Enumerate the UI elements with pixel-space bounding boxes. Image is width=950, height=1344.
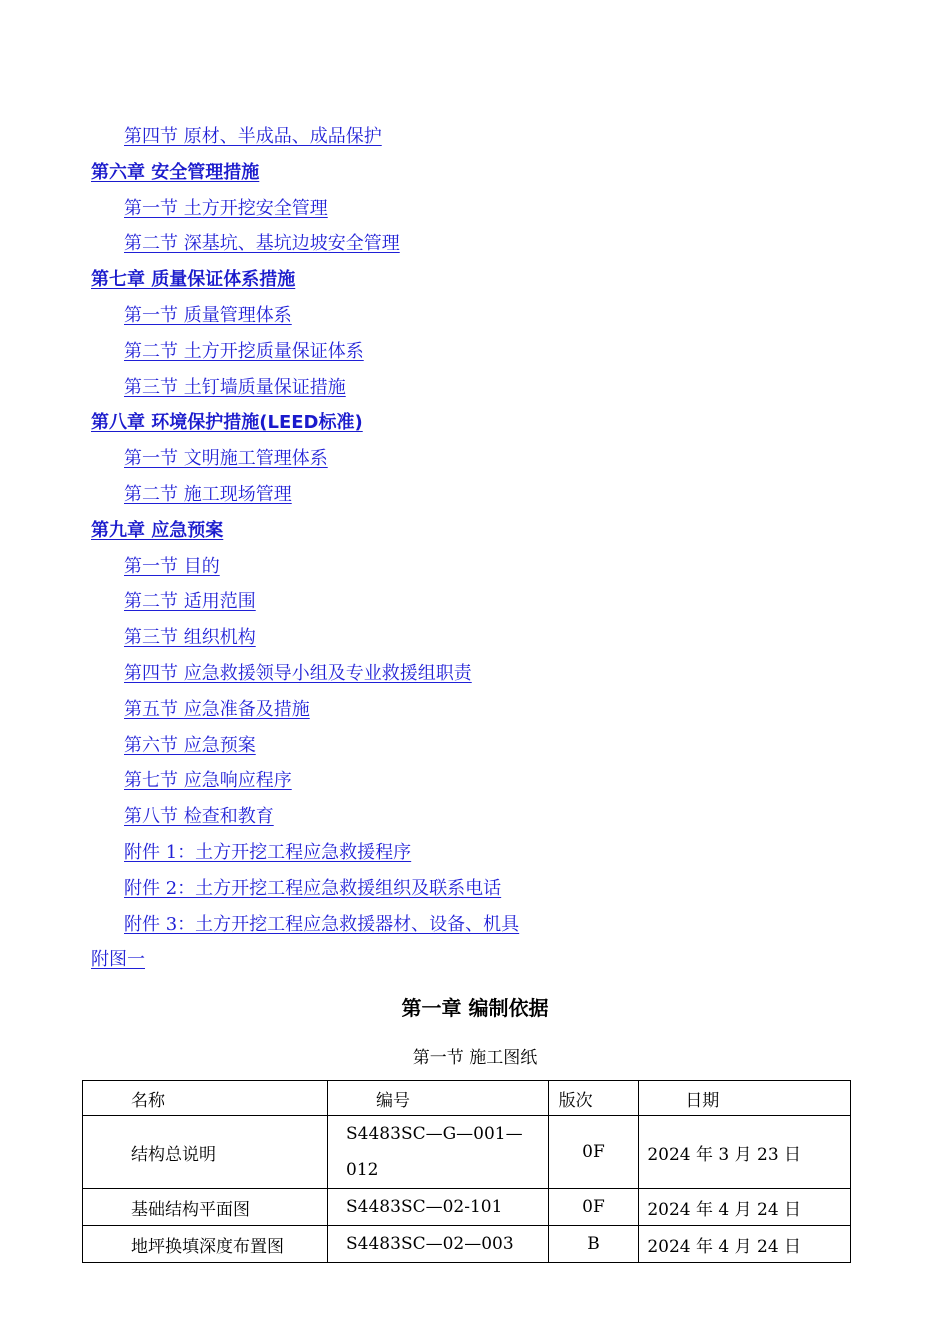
toc-entry[interactable] bbox=[0, 620, 950, 656]
toc-link[interactable]: 第六章 安全管理措施 bbox=[91, 161, 260, 183]
drawings-table bbox=[82, 1080, 851, 1263]
cell-revision: 0F bbox=[548, 1189, 639, 1226]
table-header-row bbox=[83, 1081, 851, 1116]
toc-link[interactable]: 第二节 施工现场管理 bbox=[124, 483, 292, 505]
toc-link[interactable]: 第一节 土方开挖安全管理 bbox=[124, 197, 328, 219]
table-row bbox=[83, 1116, 851, 1189]
toc-link[interactable]: 第七章 质量保证体系措施 bbox=[91, 269, 296, 291]
table-row bbox=[83, 1226, 851, 1263]
cell-revision: B bbox=[548, 1226, 639, 1263]
cell-code: S4483SC—02-101 bbox=[328, 1189, 549, 1226]
toc-link[interactable]: 第四节 应急救援领导小组及专业救援组职责 bbox=[124, 662, 472, 684]
toc-link[interactable]: 第八章 环境保护措施(LEED标准) bbox=[91, 412, 363, 434]
toc-entry[interactable] bbox=[0, 584, 950, 620]
toc-chapter[interactable] bbox=[0, 262, 950, 298]
chapter-heading: 第一章 编制依据 bbox=[401, 996, 549, 1020]
toc-chapter[interactable] bbox=[0, 155, 950, 191]
cell-date: 2024 年 4 月 24 日 bbox=[639, 1226, 851, 1263]
toc-link[interactable]: 第二节 深基坑、基坑边坡安全管理 bbox=[124, 233, 400, 255]
toc-chapter[interactable] bbox=[0, 513, 950, 549]
toc-link[interactable]: 第三节 组织机构 bbox=[124, 627, 256, 649]
toc-entry[interactable] bbox=[0, 370, 950, 406]
toc-entry[interactable] bbox=[0, 907, 950, 943]
toc-link[interactable]: 第二节 适用范围 bbox=[124, 591, 256, 613]
toc-link[interactable]: 第五节 应急准备及措施 bbox=[124, 698, 310, 720]
toc-entry[interactable] bbox=[0, 226, 950, 262]
table-row bbox=[83, 1189, 851, 1226]
toc-link[interactable]: 第四节 原材、半成品、成品保护 bbox=[124, 126, 382, 147]
toc-entry[interactable] bbox=[0, 799, 950, 835]
toc-link[interactable]: 附图一 bbox=[91, 949, 145, 971]
header-code: 编号 bbox=[328, 1081, 549, 1116]
toc-link[interactable]: 第一节 目的 bbox=[124, 555, 220, 577]
cell-name: 地坪换填深度布置图 bbox=[83, 1226, 328, 1263]
cell-name: 基础结构平面图 bbox=[83, 1189, 328, 1226]
toc-entry[interactable] bbox=[0, 942, 950, 978]
toc-entry[interactable] bbox=[0, 763, 950, 799]
cell-code: S4483SC—G—001—012 bbox=[328, 1116, 549, 1189]
header-date: 日期 bbox=[639, 1081, 851, 1116]
toc-link[interactable]: 第七节 应急响应程序 bbox=[124, 770, 292, 792]
toc-entry[interactable] bbox=[0, 298, 950, 334]
toc-link[interactable]: 第九章 应急预案 bbox=[91, 519, 224, 541]
cell-date: 2024 年 4 月 24 日 bbox=[639, 1189, 851, 1226]
toc-link[interactable]: 附件 1：土方开挖工程应急救援程序 bbox=[124, 841, 412, 863]
toc-link[interactable]: 附件 2：土方开挖工程应急救援组织及联系电话 bbox=[124, 877, 502, 899]
toc-link[interactable]: 第六节 应急预案 bbox=[124, 734, 256, 756]
cell-name: 结构总说明 bbox=[83, 1116, 328, 1189]
toc-entry[interactable] bbox=[0, 728, 950, 764]
toc-link[interactable]: 第八节 检查和教育 bbox=[124, 806, 274, 828]
toc-entry[interactable] bbox=[0, 191, 950, 227]
header-name: 名称 bbox=[83, 1081, 328, 1116]
cell-code: S4483SC—02—003 bbox=[328, 1226, 549, 1263]
header-revision: 版次 bbox=[548, 1081, 639, 1116]
cell-date: 2024 年 3 月 23 日 bbox=[639, 1116, 851, 1189]
toc-entry[interactable] bbox=[0, 334, 950, 370]
cell-revision: 0F bbox=[548, 1116, 639, 1189]
toc-entry[interactable] bbox=[0, 871, 950, 907]
toc-entry[interactable] bbox=[0, 441, 950, 477]
toc-entry[interactable] bbox=[0, 692, 950, 728]
toc-link[interactable]: 第一节 质量管理体系 bbox=[124, 304, 292, 326]
section-heading: 第一节 施工图纸 bbox=[412, 1048, 538, 1068]
toc-entry[interactable] bbox=[0, 119, 950, 155]
toc-entry[interactable] bbox=[0, 656, 950, 692]
toc-entry[interactable] bbox=[0, 835, 950, 871]
toc-link[interactable]: 第二节 土方开挖质量保证体系 bbox=[124, 340, 364, 362]
toc-entry[interactable] bbox=[0, 549, 950, 585]
toc-link[interactable]: 第三节 土钉墙质量保证措施 bbox=[124, 376, 346, 398]
toc-chapter[interactable] bbox=[0, 405, 950, 441]
toc-link[interactable]: 附件 3：土方开挖工程应急救援器材、设备、机具 bbox=[124, 913, 520, 935]
table-of-contents bbox=[0, 119, 950, 978]
toc-entry[interactable] bbox=[0, 477, 950, 513]
toc-link[interactable]: 第一节 文明施工管理体系 bbox=[124, 448, 328, 470]
